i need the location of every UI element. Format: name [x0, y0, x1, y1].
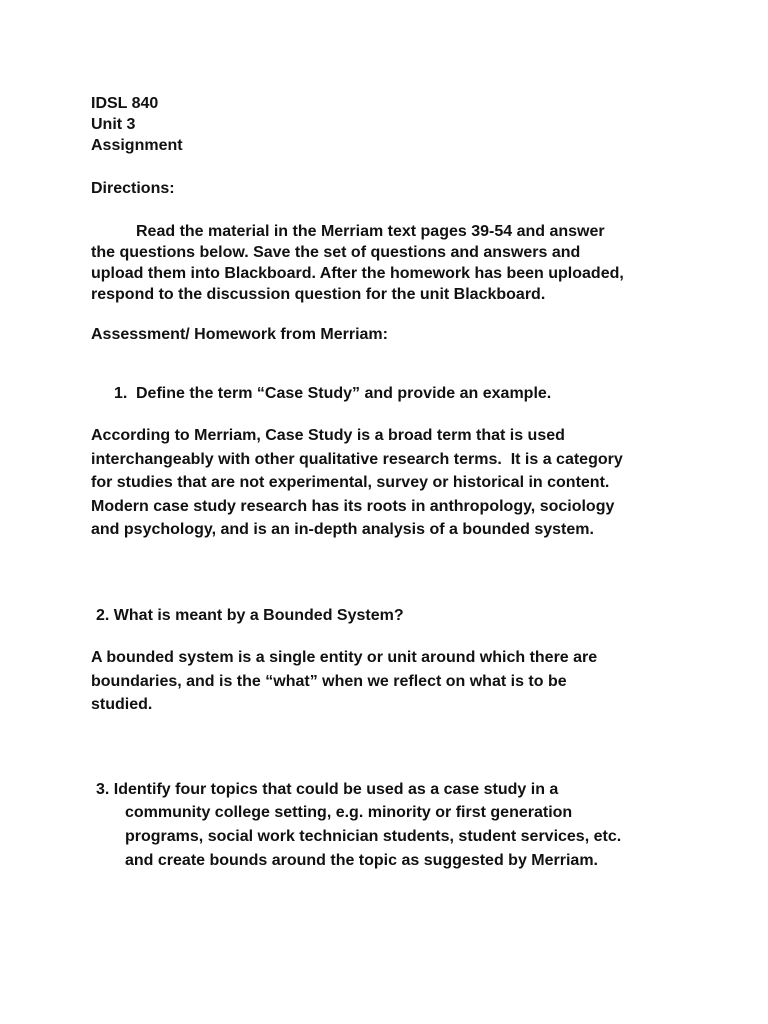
directions-line: respond to the discussion question for the unit Blackboard. — [91, 286, 546, 303]
question-1-text: Define the term “Case Study” and provide an example. — [136, 385, 552, 402]
answer-2-line: boundaries, and is the “what” when we reflect on what is to be — [91, 672, 567, 690]
answer-1 — [91, 424, 623, 542]
question-1-number: 1. — [114, 385, 128, 402]
question-3-text: 3. Identify four topics that could be used as a case study in a — [96, 781, 559, 798]
answer-2-line: studied. — [91, 696, 153, 713]
answer-1-line: for studies that are not experimental, survey or historical in content. — [91, 474, 610, 491]
directions-heading: Directions: — [91, 180, 175, 197]
answer-1-line: interchangeably with other qualitative research terms. It is a category — [91, 450, 623, 468]
directions-line: upload them into Blackboard. After the homework has been uploaded, — [91, 265, 624, 282]
answer-2-line: A bounded system is a single entity or unit around which there are — [91, 649, 598, 666]
answer-2 — [91, 646, 597, 717]
unit-label: Unit 3 — [91, 116, 136, 133]
assessment-heading: Assessment/ Homework from Merriam: — [91, 326, 388, 343]
course-code: IDSL 840 — [91, 95, 159, 112]
assignment-label: Assignment — [91, 137, 183, 154]
question-3-text: and create bounds around the topic as suggested by Merriam. — [125, 852, 598, 869]
directions-line: Read the material in the Merriam text pages 39-54 and answer — [136, 223, 605, 240]
question-2-text: 2. What is meant by a Bounded System? — [96, 607, 404, 624]
answer-1-line: and psychology, and is an in-depth analysis of a bounded system. — [91, 521, 594, 538]
question-3-text: programs, social work technician students, student services, etc. — [125, 828, 622, 845]
question-3-text: community college setting, e.g. minority or first generation — [125, 804, 573, 821]
directions-line: the questions below. Save the set of questions and answers and — [91, 244, 581, 261]
answer-1-line: Modern case study research has its roots in anthropology, sociology — [91, 497, 615, 515]
answer-1-line: According to Merriam, Case Study is a broad term that is used — [91, 427, 565, 444]
